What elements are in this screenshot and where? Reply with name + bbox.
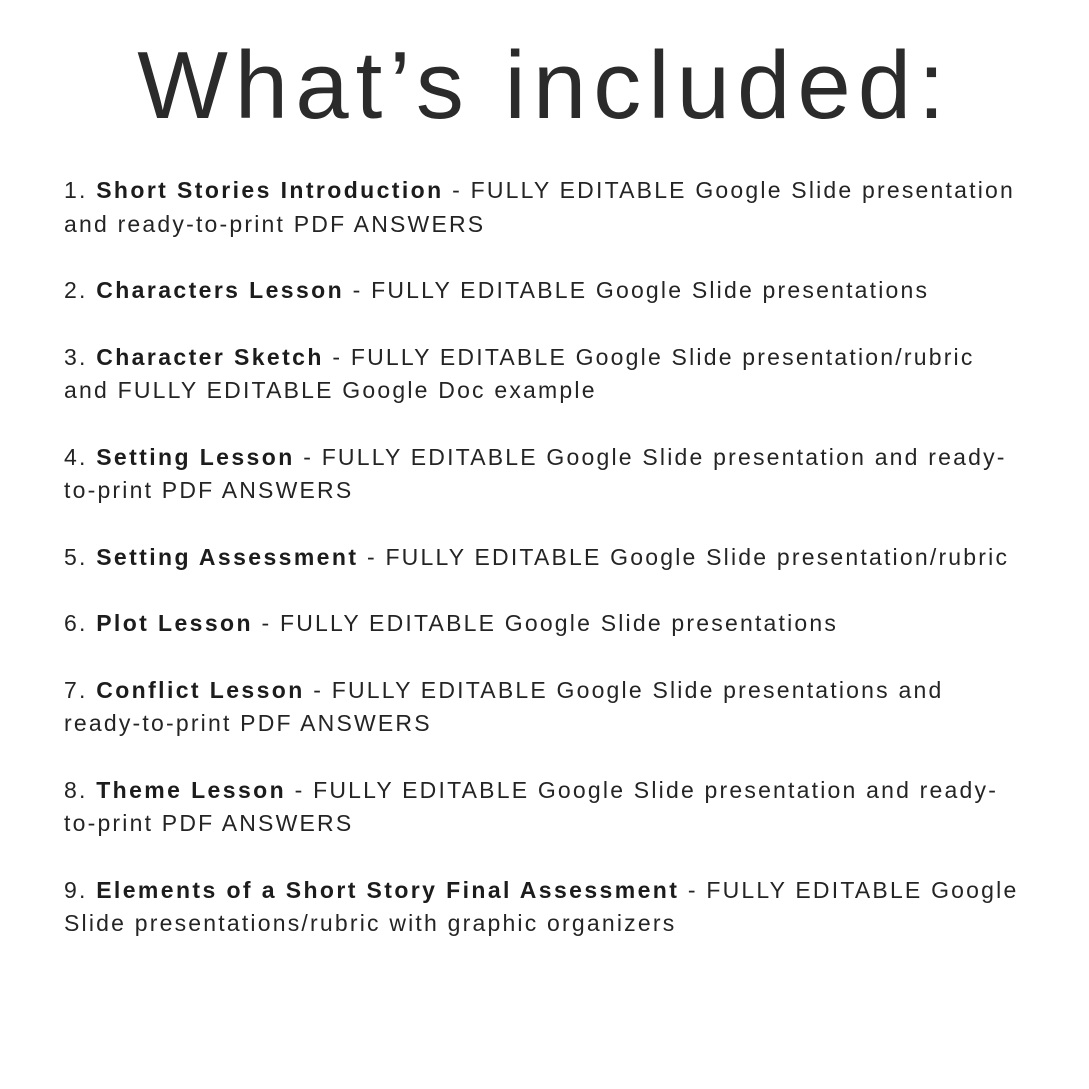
item-separator: -: [352, 277, 363, 303]
list-item: [64, 174, 1027, 241]
item-description: FULLY EDITABLE Google Slide presentation and ready-to-print PDF ANSWERS: [64, 443, 1007, 503]
list-item: [64, 774, 1027, 841]
item-number: 1.: [64, 177, 88, 203]
item-name: Elements of a Short Story Final Assessment: [96, 876, 680, 903]
item-separator: -: [366, 543, 377, 570]
item-number: 2.: [64, 277, 88, 303]
item-number: 9.: [64, 876, 88, 903]
item-number: 4.: [64, 443, 88, 470]
item-description: FULLY EDITABLE Google Slide presentation and ready-to-print PDF ANSWERS: [64, 177, 1015, 237]
item-name: Plot Lesson: [96, 610, 253, 636]
item-description: FULLY EDITABLE Google Slide presentations: [280, 610, 839, 636]
item-number: 3.: [64, 343, 88, 370]
item-separator: -: [303, 443, 314, 470]
page-title: What’s included:: [137, 32, 952, 139]
list-item: [64, 874, 1027, 941]
item-number: 7.: [64, 676, 88, 703]
item-separator: -: [313, 676, 324, 703]
item-separator: -: [452, 177, 462, 203]
list-item: [64, 441, 1027, 508]
item-number: 8.: [64, 776, 88, 803]
item-description: FULLY EDITABLE Google Slide presentation/rubric: [385, 543, 1010, 570]
list-item: [64, 607, 1027, 641]
item-number: 6.: [64, 610, 88, 636]
item-description: FULLY EDITABLE Google Slide presentations: [371, 277, 930, 303]
list-item: [64, 341, 1027, 408]
item-separator: -: [294, 776, 305, 803]
item-separator: -: [261, 610, 272, 636]
item-separator: -: [687, 876, 698, 903]
item-name: Character Sketch: [96, 343, 324, 370]
item-name: Characters Lesson: [96, 277, 345, 303]
item-description: FULLY EDITABLE Google Slide presentations and ready-to-print PDF ANSWERS: [64, 676, 944, 736]
included-list: [0, 174, 1089, 941]
item-description: FULLY EDITABLE Google Slide presentation and ready-to-print PDF ANSWERS: [64, 776, 999, 836]
list-item: [64, 541, 1027, 575]
item-name: Short Stories Introduction: [96, 177, 444, 203]
item-description: FULLY EDITABLE Google Slide presentations/rubric with graphic organizers: [64, 876, 1019, 936]
item-name: Theme Lesson: [96, 776, 287, 803]
item-separator: -: [332, 343, 343, 370]
list-item: [64, 674, 1027, 741]
list-item: [64, 274, 1027, 308]
item-number: 5.: [64, 543, 88, 570]
item-name: Setting Lesson: [96, 443, 295, 470]
item-description: FULLY EDITABLE Google Slide presentation/rubric and FULLY EDITABLE Google Doc example: [64, 343, 975, 403]
item-name: Conflict Lesson: [96, 676, 305, 703]
item-name: Setting Assessment: [96, 543, 359, 570]
